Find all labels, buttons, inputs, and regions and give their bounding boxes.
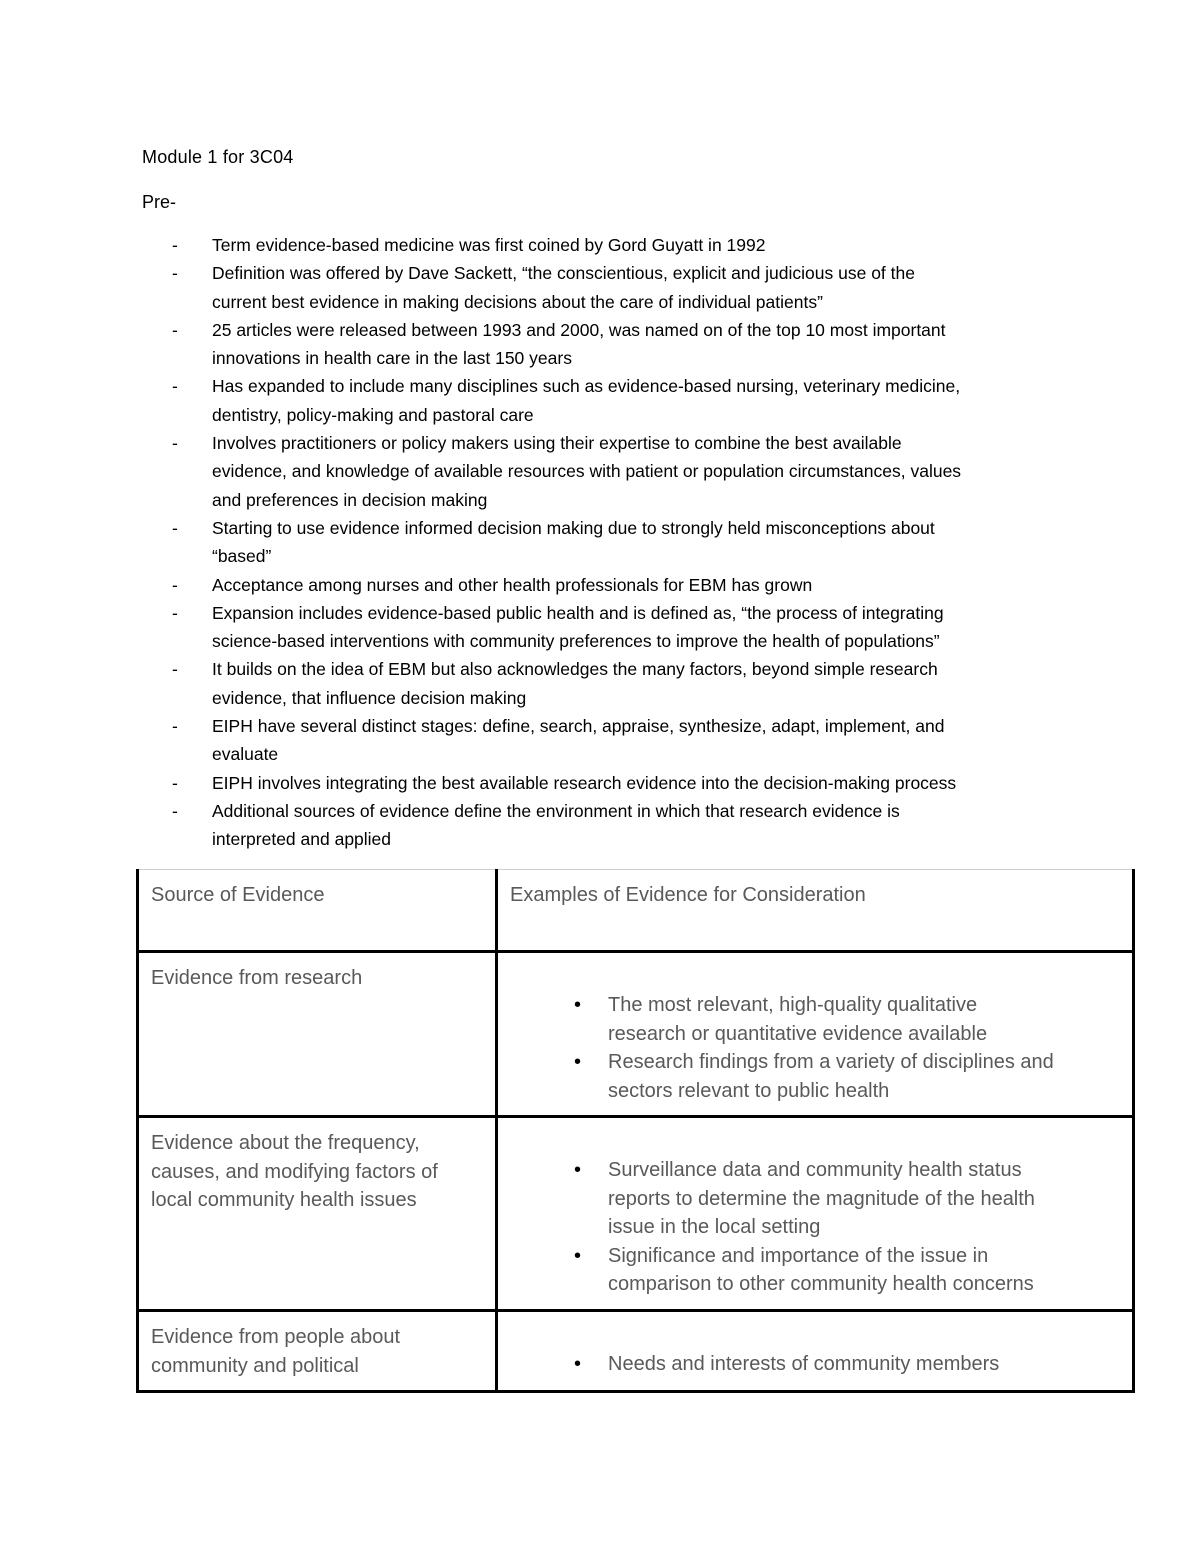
list-item-line: EIPH have several distinct stages: define, search, appraise, synthesize, adapt, implement, and	[212, 716, 945, 737]
table-cell-examples	[497, 952, 1134, 1117]
list-item-line: EIPH involves integrating the best available research evidence into the decision-making process	[212, 772, 957, 793]
list-item	[172, 797, 1052, 854]
example-line: issue in the local setting	[608, 1216, 821, 1238]
list-item	[172, 429, 1052, 514]
example-line: comparison to other community health concerns	[608, 1273, 1034, 1295]
list-item-line: Definition was offered by Dave Sackett, “the conscientious, explicit and judicious use of the	[212, 263, 915, 284]
evidence-table	[136, 869, 1135, 1393]
list-item-line: evidence, that influence decision making	[212, 687, 527, 708]
list-item	[510, 1156, 1120, 1242]
example-line: reports to determine the magnitude of the health	[608, 1187, 1035, 1210]
bullet-icon: •	[574, 1159, 582, 1181]
list-item-line: and preferences in decision making	[212, 489, 488, 510]
dash-marker: -	[172, 800, 178, 821]
list-item	[172, 655, 1052, 712]
list-item-line: evaluate	[212, 744, 279, 765]
dash-marker: -	[172, 716, 178, 737]
pre-label: Pre-	[142, 192, 177, 212]
list-item-line: It builds on the idea of EBM but also acknowledges the many factors, beyond simple research	[212, 659, 938, 680]
table-cell-source	[138, 1117, 497, 1311]
notes-list	[172, 231, 1052, 854]
list-item-line: innovations in health care in the last 150 years	[212, 348, 572, 369]
list-item-line: Involves practitioners or policy makers using their expertise to combine the best available	[212, 433, 902, 454]
table-cell-source	[138, 952, 497, 1117]
dash-marker: -	[172, 602, 178, 623]
list-item	[172, 514, 1052, 571]
list-item	[510, 991, 1120, 1048]
dash-marker: -	[172, 433, 178, 454]
list-item-line: 25 articles were released between 1993 and 2000, was named on of the top 10 most important	[212, 319, 946, 340]
examples-list	[510, 1156, 1120, 1299]
examples-list	[510, 1350, 1120, 1379]
table-cell-examples	[497, 1311, 1134, 1392]
list-item-line: Acceptance among nurses and other health professionals for EBM has grown	[212, 574, 813, 595]
source-line: Evidence from research	[151, 967, 363, 989]
list-item	[172, 231, 1052, 259]
dash-marker: -	[172, 319, 178, 340]
list-item-line: dentistry, policy-making and pastoral care	[212, 404, 534, 425]
list-item	[172, 259, 1052, 316]
source-line: Evidence about the frequency,	[151, 1132, 420, 1154]
list-item-line: Additional sources of evidence define the environment in which that research evidence is	[212, 800, 900, 821]
table-header-row	[138, 870, 1134, 952]
table-cell-source	[138, 1311, 497, 1392]
list-item-line: Expansion includes evidence-based public health and is defined as, “the process of integrating	[212, 602, 944, 623]
dash-marker: -	[172, 235, 178, 255]
list-item-line: evidence, and knowledge of available resources with patient or population circumstances, values	[212, 461, 962, 482]
source-line: causes, and modifying factors of	[151, 1160, 438, 1183]
bullet-icon: •	[574, 1051, 582, 1073]
list-item	[172, 712, 1052, 769]
list-item-line: Starting to use evidence informed decision making due to strongly held misconceptions about	[212, 517, 935, 538]
source-line: Evidence from people about	[151, 1326, 401, 1348]
list-item	[172, 769, 1052, 797]
page-title: Module 1 for 3C04	[142, 147, 294, 167]
table-row	[138, 952, 1134, 1117]
list-item	[510, 1242, 1120, 1299]
example-line: research or quantitative evidence available	[608, 1022, 988, 1045]
table-row	[138, 1311, 1134, 1392]
dash-marker: -	[172, 517, 178, 538]
list-item	[510, 1350, 1120, 1379]
example-line: Surveillance data and community health status	[608, 1159, 1022, 1181]
table-row	[138, 1117, 1134, 1311]
list-item-line: current best evidence in making decisions about the care of individual patients”	[212, 291, 823, 312]
list-item-line: “based”	[212, 546, 272, 567]
list-item	[172, 571, 1052, 599]
bullet-icon: •	[574, 1244, 582, 1267]
table-header-cell: Source of Evidence	[138, 870, 497, 952]
dash-marker: -	[172, 574, 178, 595]
dash-marker: -	[172, 772, 178, 793]
source-line: local community health issues	[151, 1189, 417, 1211]
list-item-line: interpreted and applied	[212, 829, 392, 850]
example-line: The most relevant, high-quality qualitative	[608, 994, 978, 1016]
table-cell-examples	[497, 1117, 1134, 1311]
dash-marker: -	[172, 659, 178, 680]
list-item-line: Has expanded to include many disciplines such as evidence-based nursing, veterinary medicine,	[212, 376, 961, 397]
list-item-line: science-based interventions with community preferences to improve the health of populations”	[212, 631, 940, 652]
list-item	[172, 372, 1052, 429]
dash-marker: -	[172, 263, 178, 284]
list-item	[172, 599, 1052, 656]
bullet-icon: •	[574, 1353, 582, 1375]
example-line: sectors relevant to public health	[608, 1079, 890, 1102]
example-line: Research findings from a variety of disciplines and	[608, 1051, 1054, 1073]
dash-marker: -	[172, 376, 178, 397]
example-line: Needs and interests of community members	[608, 1353, 1000, 1375]
example-line: Significance and importance of the issue in	[608, 1244, 989, 1267]
list-item	[172, 316, 1052, 373]
examples-list	[510, 991, 1120, 1105]
table-header-cell: Examples of Evidence for Consideration	[497, 870, 1134, 952]
list-item	[510, 1048, 1120, 1105]
list-item-line: Term evidence-based medicine was first coined by Gord Guyatt in 1992	[212, 235, 766, 255]
bullet-icon: •	[574, 994, 582, 1016]
source-line: community and political	[151, 1354, 359, 1377]
